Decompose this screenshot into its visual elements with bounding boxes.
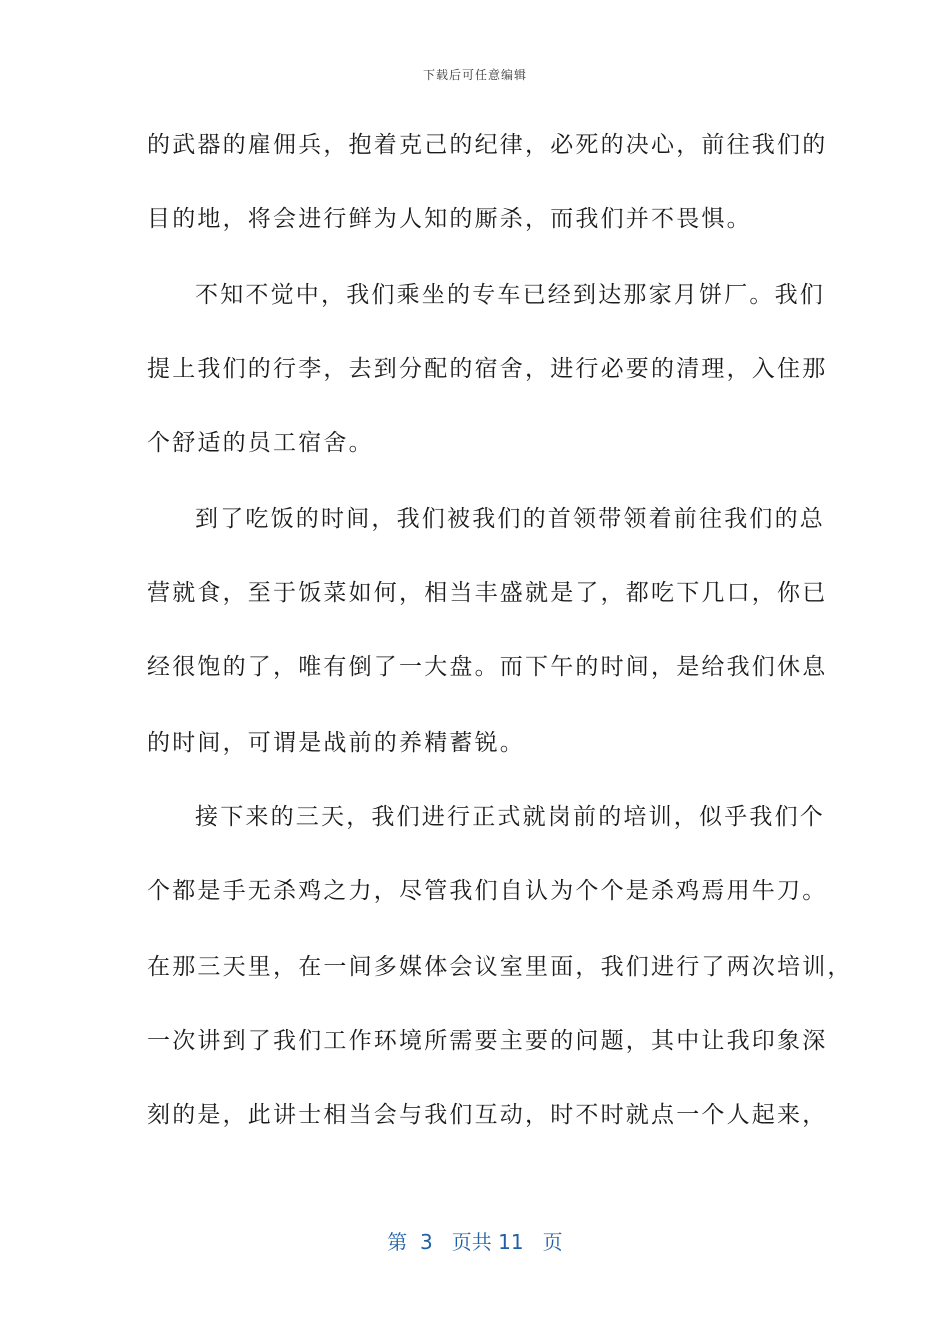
paragraph-first-line: 接下来的三天，我们进行正式就岗前的培训，似乎我们个 [195, 804, 825, 830]
text-line: 目的地，将会进行鲜为人知的厮杀，而我们并不畏惧。 [147, 206, 752, 232]
text-line: 个都是手无杀鸡之力，尽管我们自认为个个是杀鸡焉用牛刀。 [147, 878, 828, 904]
text-line: 一次讲到了我们工作环境所需要主要的问题，其中让我印象深 [147, 1028, 828, 1054]
text-line: 刻的是，此讲士相当会与我们互动，时不时就点一个人起来， [147, 1102, 828, 1128]
text-line: 个舒适的员工宿舍。 [147, 430, 374, 456]
header-note: 下载后可任意编辑 [422, 68, 527, 82]
text-line: 经很饱的了，唯有倒了一大盘。而下午的时间，是给我们休息 [147, 654, 828, 680]
text-line: 提上我们的行李，去到分配的宿舍，进行必要的清理，入住那 [147, 356, 828, 382]
paragraph-first-line: 不知不觉中，我们乘坐的专车已经到达那家月饼厂。我们 [195, 282, 825, 308]
paragraph-first-line: 到了吃饭的时间，我们被我们的首领带领着前往我们的总 [195, 506, 825, 532]
text-line: 的时间，可谓是战前的养精蓄锐。 [147, 730, 525, 756]
text-line: 在那三天里，在一间多媒体会议室里面，我们进行了两次培训， [147, 954, 853, 980]
page-number-footer: 第 3 页共 11 页 [387, 1230, 563, 1254]
text-line: 营就食，至于饭菜如何，相当丰盛就是了，都吃下几口，你已 [147, 580, 828, 606]
text-line: 的武器的雇佣兵，抱着克己的纪律，必死的决心，前往我们的 [147, 132, 828, 158]
